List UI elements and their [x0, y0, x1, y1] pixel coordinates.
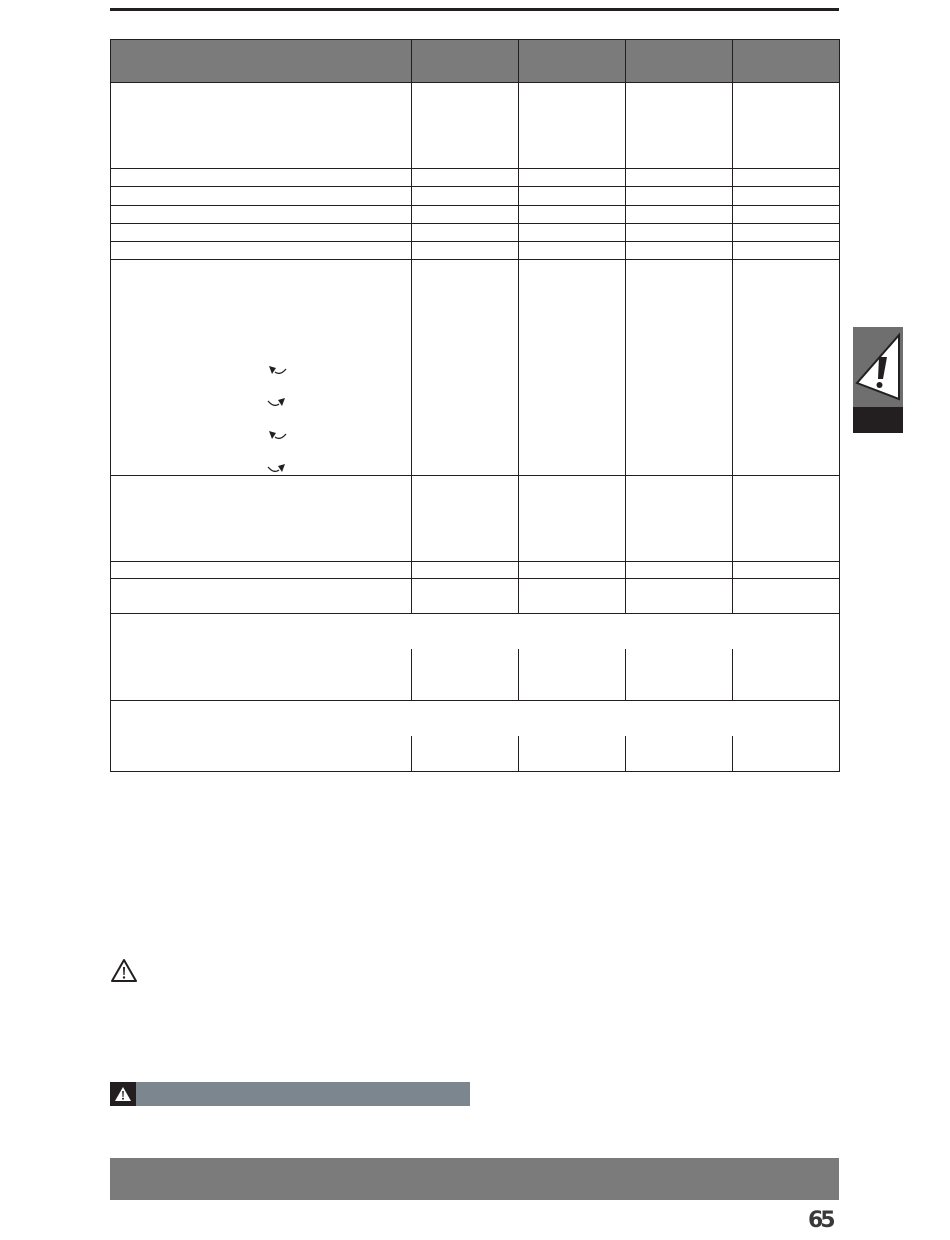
row-value — [412, 579, 519, 614]
row-value — [733, 242, 840, 260]
row-value — [733, 224, 840, 242]
section-tab — [853, 327, 903, 433]
top-rule — [110, 8, 839, 11]
table-row — [111, 224, 840, 242]
warning-triangle-icon — [114, 1086, 132, 1102]
row-value — [412, 83, 519, 169]
section-tab-footer — [853, 407, 903, 433]
row-value — [733, 206, 840, 224]
row-value — [626, 206, 733, 224]
row-value — [519, 206, 626, 224]
warning-triangle-icon — [110, 958, 138, 984]
row-value — [626, 562, 733, 579]
row-value — [519, 83, 626, 169]
table-row — [111, 83, 840, 169]
row-value — [733, 579, 840, 614]
table-row — [111, 206, 840, 224]
row-label — [111, 224, 412, 242]
row-value — [519, 224, 626, 242]
row-value — [626, 736, 733, 772]
technical-data-table — [110, 39, 840, 772]
header-cell-model-3 — [626, 40, 733, 83]
table-row — [111, 476, 840, 562]
warning-triangle-exclamation-icon — [853, 327, 903, 407]
row-value — [519, 562, 626, 579]
row-value — [733, 187, 840, 206]
row-value — [626, 579, 733, 614]
table-row — [111, 169, 840, 187]
row-value — [733, 83, 840, 169]
row-value — [412, 206, 519, 224]
rotation-arrow-icon — [266, 395, 288, 409]
table-row — [111, 242, 840, 260]
row-value — [412, 187, 519, 206]
row-value — [733, 260, 840, 476]
row-label — [111, 169, 412, 187]
header-cell-label — [111, 40, 412, 83]
row-value — [626, 83, 733, 169]
header-cell-model-1 — [412, 40, 519, 83]
table-row — [111, 579, 840, 614]
row-label — [111, 260, 412, 476]
row-value — [412, 736, 519, 772]
table-row — [111, 562, 840, 579]
warning-bar-icon-box — [110, 1082, 136, 1106]
row-label — [111, 476, 412, 562]
row-value — [412, 169, 519, 187]
row-value — [733, 476, 840, 562]
rotation-arrow-icon — [266, 428, 288, 442]
row-label — [111, 206, 412, 224]
row-value — [519, 736, 626, 772]
section-heading-cell — [111, 701, 840, 736]
rotation-arrow-icon — [266, 461, 288, 475]
row-value — [626, 242, 733, 260]
table-header-row — [111, 40, 840, 83]
row-label — [111, 562, 412, 579]
row-value — [519, 476, 626, 562]
row-value — [412, 260, 519, 476]
table-row — [111, 736, 840, 772]
table-row-rotation — [111, 260, 840, 476]
row-value — [733, 736, 840, 772]
row-label — [111, 242, 412, 260]
header-cell-model-2 — [519, 40, 626, 83]
row-value — [519, 649, 626, 701]
row-value — [626, 224, 733, 242]
row-value — [412, 562, 519, 579]
row-label — [111, 187, 412, 206]
warning-heading-bar — [110, 1082, 470, 1106]
table-row — [111, 649, 840, 701]
table-row-heading — [111, 614, 840, 649]
row-label — [111, 649, 412, 701]
section-heading-cell — [111, 614, 840, 649]
header-cell-model-4 — [733, 40, 840, 83]
row-value — [626, 187, 733, 206]
row-label — [111, 736, 412, 772]
row-value — [519, 579, 626, 614]
row-label — [111, 579, 412, 614]
row-value — [519, 260, 626, 476]
row-value — [412, 476, 519, 562]
row-value — [626, 169, 733, 187]
rotation-arrow-icon — [266, 363, 288, 377]
row-value — [412, 224, 519, 242]
row-value — [626, 260, 733, 476]
row-value — [412, 649, 519, 701]
row-label — [111, 83, 412, 169]
page-number: 65 — [808, 1208, 833, 1233]
row-value — [733, 562, 840, 579]
row-value — [626, 476, 733, 562]
row-value — [519, 187, 626, 206]
row-value — [626, 649, 733, 701]
row-value — [733, 649, 840, 701]
row-value — [519, 242, 626, 260]
row-value — [519, 169, 626, 187]
section-heading-band — [110, 1158, 839, 1200]
row-value — [733, 169, 840, 187]
row-value — [412, 242, 519, 260]
table-row-heading — [111, 701, 840, 736]
table-row — [111, 187, 840, 206]
